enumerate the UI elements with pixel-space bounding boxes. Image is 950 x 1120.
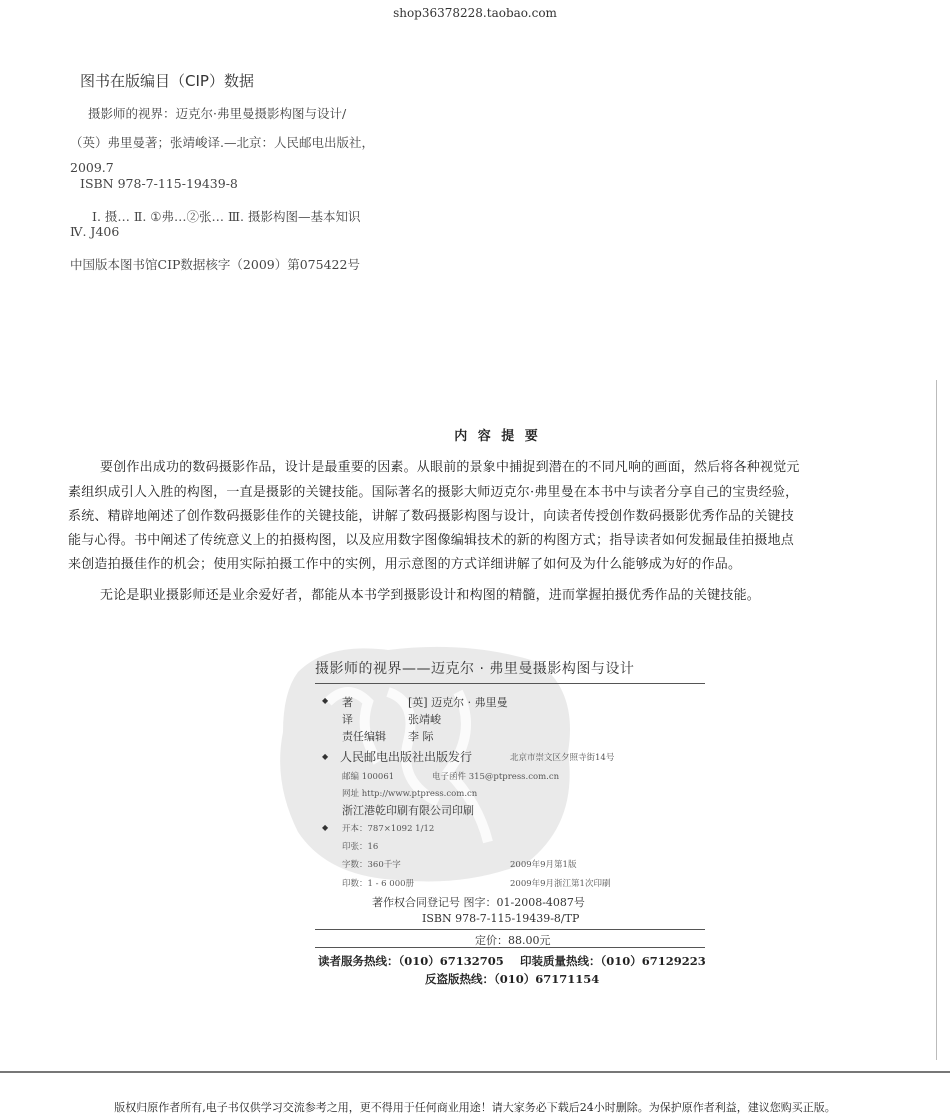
postcode: 邮编 100061 — [342, 772, 395, 782]
imprint-divider — [315, 947, 705, 948]
summary-line: 来创造拍摄佳作的机会；使用实际拍摄工作中的实例，用示意图的方式详细讲解了如何及为什么能够成为好的作品。 — [68, 557, 742, 572]
cip-line-title: 摄影师的视界：迈克尔·弗里曼摄影构图与设计/ — [88, 106, 347, 121]
summary-heading: 内 容 提 要 — [454, 429, 541, 444]
format-spec: 开本：787×1092 1/12 — [342, 824, 435, 834]
imprint-divider — [315, 929, 705, 930]
website: 网址 http://www.ptpress.com.cn — [342, 789, 478, 799]
summary-paragraph-2: 无论是职业摄影师还是业余爱好者，都能从本书学到摄影设计和构图的精髓，进而掌握拍摄优秀作品的关键技能。 — [100, 588, 761, 603]
translator-label: 译 — [342, 713, 353, 726]
imprint-book-title: 摄影师的视界——迈克尔 · 弗里曼摄影构图与设计 — [315, 661, 635, 677]
bullet-icon: ◆ — [322, 823, 329, 832]
isbn-line: ISBN 978-7-115-19439-8/TP — [422, 912, 580, 925]
editor-label: 责任编辑 — [342, 730, 386, 743]
editor-value: 李 际 — [408, 730, 434, 743]
bullet-icon: ◆ — [322, 696, 329, 705]
email: 电子函件 315@ptpress.com.cn — [432, 772, 560, 782]
sheets-spec: 印张：16 — [342, 842, 379, 852]
bullet-icon: ◆ — [322, 752, 329, 761]
cip-line-author: （英）弗里曼著；张靖峻译.—北京：人民邮电出版社， — [70, 135, 374, 150]
bottom-divider — [0, 1071, 950, 1073]
word-count: 字数：360千字 — [342, 860, 401, 870]
print-quality-hotline: 印装质量热线：（010）67129223 — [520, 954, 706, 968]
print-count: 印数：1 - 6 000册 — [342, 879, 415, 889]
author-value: [英] 迈克尔 · 弗里曼 — [408, 696, 508, 709]
cip-line-class-code: Ⅳ. J406 — [70, 224, 120, 239]
printer-line: 浙江港乾印刷有限公司印刷 — [342, 804, 474, 817]
cip-line-year: 2009.7 — [70, 160, 114, 175]
cip-line-isbn: ISBN 978-7-115-19439-8 — [80, 176, 238, 191]
watermark-url: shop36378228.taobao.com — [393, 6, 557, 20]
summary-line: 能与心得。书中阐述了传统意义上的拍摄构图，以及应用数字图像编辑技术的新的构图方式；指导读者如何发掘最佳拍摄地点 — [68, 533, 795, 548]
price: 定价：88.00元 — [475, 934, 551, 947]
author-label: 著 — [342, 696, 353, 709]
cip-line-classification: Ⅰ. 摄… Ⅱ. ①弗…②张… Ⅲ. 摄影构图—基本知识 — [92, 209, 361, 224]
summary-line: 要创作出成功的数码摄影作品，设计是最重要的因素。从眼前的景象中捕捉到潜在的不同凡响的画面，然后将各种视觉元 — [100, 460, 800, 475]
copyright-registration: 著作权合同登记号 图字：01-2008-4087号 — [372, 896, 585, 909]
printing: 2009年9月浙江第1次印刷 — [510, 879, 611, 889]
summary-line: 系统、精辟地阐述了创作数码摄影佳作的关键技能，讲解了数码摄影构图与设计，向读者传授创作数码摄影优秀作品的关键技 — [68, 509, 795, 524]
reader-service-hotline: 读者服务热线：（010）67132705 — [318, 954, 504, 968]
anti-piracy-hotline: 反盗版热线：（010）67171154 — [425, 972, 600, 986]
translator-value: 张靖峻 — [408, 713, 441, 726]
edition: 2009年9月第1版 — [510, 860, 577, 870]
page-edge-line — [936, 380, 937, 1060]
copyright-notice: 版权归原作者所有,电子书仅供学习交流参考之用，更不得用于任何商业用途！请大家务必下载后24小时删除。为保护原作者利益，建议您购买正版。 — [114, 1101, 836, 1114]
cip-line-record-number: 中国版本图书馆CIP数据核字（2009）第075422号 — [70, 257, 360, 272]
cip-heading: 图书在版编目（CIP）数据 — [80, 72, 254, 90]
summary-line: 素组织成引人入胜的构图，一直是摄影的关键技能。国际著名的摄影大师迈克尔·弗里曼在本书中与读者分享自己的宝贵经验， — [68, 485, 799, 500]
publisher-line: 人民邮电出版社出版发行 — [340, 750, 473, 764]
title-divider — [315, 683, 705, 684]
publisher-address: 北京市崇文区夕照寺街14号 — [510, 753, 615, 763]
